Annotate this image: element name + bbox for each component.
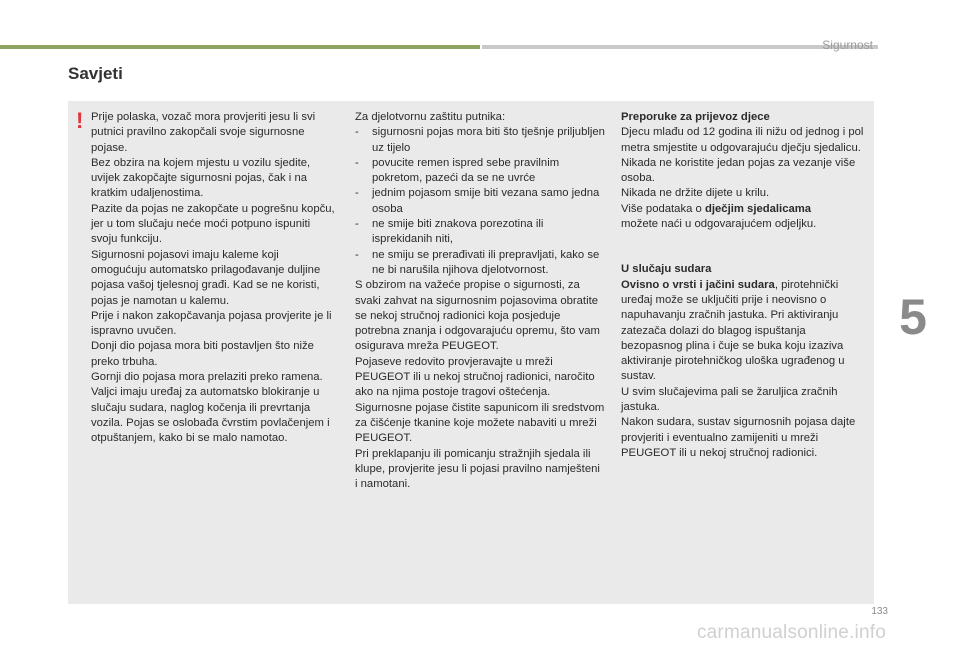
list-intro: Za djelotvornu zaštitu putnika: [355, 111, 506, 123]
paragraph: Sigurnosni pojasovi imaju kaleme koji omogućuju automatsko prilagođavanje duljine pojasa vašoj tjelesnoj građi. Kad se ne koristi, pojas je namotan u kalemu. [91, 248, 321, 307]
text-run: , pirotehnički uređaj može se uključiti prije i neovisno o napuhavanju zračnih jastuka. Pri aktiviranju zatezača dolazi do blagog ispuštanja bezopasnog plina i čuje se buka koju izaziva aktiviranje pirotehničkog uloška ugrađenog u sustav. [621, 278, 845, 383]
list-item-text: jednim pojasom smije biti vezana samo jedna osoba [372, 187, 600, 215]
header-accent-bar [0, 45, 480, 49]
paragraph: Nikada ne koristite jedan pojas za vezanje više osoba. [621, 156, 856, 185]
dash-bullet: - [355, 156, 359, 169]
list-item [355, 186, 605, 217]
column-children-and-accidents [621, 110, 867, 461]
list-item-text: povucite remen ispred sebe pravilnim pokretom, pazeći da se ne uvrće [372, 156, 560, 185]
chapter-number: 5 [899, 289, 927, 345]
paragraph: Pojaseve redovito provjeravajte u mreži PEUGEOT ili u nekoj stručnoj radionici, naročito ako na njima postoje tragovi oštećenja. [355, 355, 595, 399]
accident-heading: U slučaju sudara [621, 263, 712, 276]
emphasis-text: Ovisno o vrsti i jačini sudara [621, 278, 775, 291]
paragraph: Valjci imaju uređaj za automatsko blokiranje u slučaju sudara, naglog kočenja ili prevrtanja vozila. Pojas se oslobađa čvrstim povlačenjem i otpuštanjem, kako bi se malo namotao. [91, 386, 330, 445]
header-divider-bar [482, 45, 878, 49]
dash-bullet: - [355, 218, 359, 231]
paragraph: Prije i nakon zakopčavanja pojasa provjerite je li ispravno uvučen. [91, 309, 332, 338]
list-item [355, 125, 605, 156]
paragraph: možete naći u odgovarajućem odjeljku. [621, 218, 817, 231]
paragraph: U svim slučajevima pali se žaruljica zračnih jastuka. [621, 385, 838, 414]
dash-bullet: - [355, 126, 359, 139]
child-seats-reference: dječjim sjedalicama [704, 202, 812, 215]
paragraph: Nakon sudara, sustav sigurnosnih pojasa dajte provjeriti i eventualno zamijeniti u mreži PEUGEOT ili u nekoj stručnoj radionici. [621, 416, 856, 459]
list-item [355, 248, 605, 279]
paragraph: Pazite da pojas ne zakopčate u pogrešnu kopču, jer u tom slučaju neće moći potpuno ispuniti svoju funkciju. [91, 202, 335, 246]
list-item-text: ne smije biti znakova porezotina ili isprekidanih niti, [372, 218, 544, 246]
list-item [355, 217, 605, 248]
paragraph: Pri preklapanju ili pomicanju stražnjih sjedala ili klupe, provjerite jesu li pojasi pravilno namješteni i namotani. [355, 447, 600, 491]
paragraph: Nikada ne držite dijete u krilu. [621, 187, 770, 200]
paragraph: Sigurnosne pojase čistite sapunicom ili sredstvom za čišćenje tkanine koje možete nabaviti u mreži PEUGEOT. [355, 401, 605, 445]
paragraph: Donji dio pojasa mora biti postavljen što niže preko trbuha. [91, 340, 314, 368]
paragraph: Gornji dio pojasa mora prelaziti preko ramena. [91, 371, 323, 384]
dash-bullet: - [355, 248, 359, 261]
list-item [355, 156, 605, 187]
column-seatbelt-advice [91, 110, 337, 447]
paragraph: Bez obzira na kojem mjestu u vozilu sjedite, uvijek zakopčajte sigurnosni pojas, čak i na kratkim udaljenostima. [91, 156, 311, 200]
watermark: carmanualsonline.info [696, 622, 886, 643]
paragraph: Prije polaska, vozač mora provjeriti jesu li svi putnici pravilno zakopčali svoje sigurnosne pojase. [91, 111, 316, 154]
text-run: Više podataka o [621, 202, 705, 215]
section-title: Sigurnost [822, 38, 873, 52]
paragraph [621, 278, 867, 385]
paragraph [621, 202, 867, 217]
page-number: 133 [871, 606, 888, 617]
column-protection-tips [355, 110, 605, 492]
dash-bullet: - [355, 187, 359, 200]
paragraph: Djecu mlađu od 12 godina ili nižu od jednog i pol metra smjestite u odgovarajuću dječju sjedalicu. [621, 126, 864, 154]
list-item-text: ne smiju se prerađivati ili prepravljati, kako se ne bi narušila njihova djelotvornost. [372, 248, 600, 276]
spacer [621, 232, 867, 262]
page-title: Savjeti [68, 64, 123, 83]
protection-list [355, 125, 605, 278]
children-heading: Preporuke za prijevoz djece [621, 111, 770, 123]
paragraph: S obzirom na važeće propise o sigurnosti, za svaki zahvat na sigurnosnim pojasovima obratite se nekoj stručnoj radionici koja posjeduje potrebna znanja i odgovarajuću opremu, što vam osigurava mreža PEUGEOT. [355, 279, 600, 353]
exclamation-warning-icon: ! [76, 108, 84, 133]
list-item-text: sigurnosni pojas mora biti što tješnje priljubljen uz tijelo [372, 126, 605, 154]
